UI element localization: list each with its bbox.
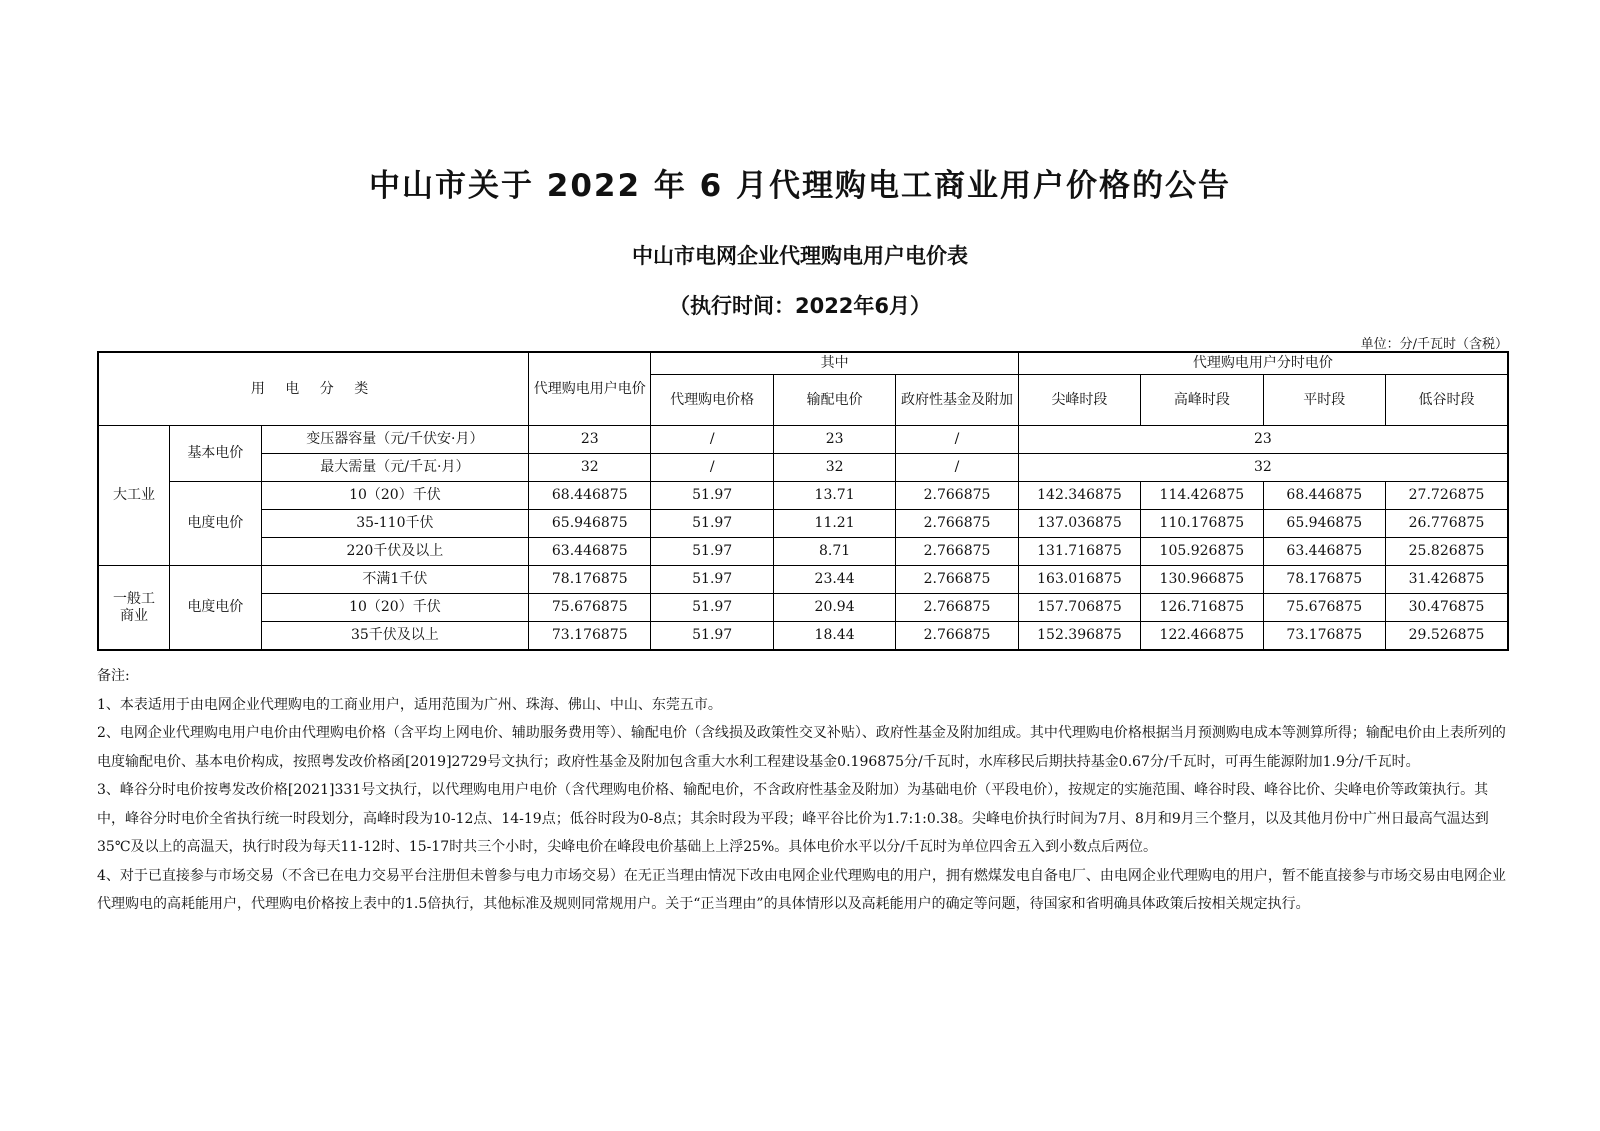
cell: 18.44	[773, 622, 895, 651]
cell: 2.766875	[896, 622, 1018, 651]
cell: 11.21	[773, 510, 895, 538]
row-label: 不满1千伏	[261, 566, 528, 594]
cell: 8.71	[773, 538, 895, 566]
notes-section	[97, 662, 1509, 919]
header-purchase-price: 代理购电价格	[651, 375, 773, 426]
header-gov-fund: 政府性基金及附加	[896, 375, 1018, 426]
execution-time: （执行时间：2022年6月）	[668, 294, 932, 318]
cell: 13.71	[773, 482, 895, 510]
cell: 63.446875	[529, 538, 651, 566]
cell: 27.726875	[1386, 482, 1509, 510]
cell: 32	[529, 454, 651, 482]
price-table	[97, 351, 1509, 651]
cell: /	[896, 426, 1018, 454]
cell: 25.826875	[1386, 538, 1509, 566]
cell: 152.396875	[1018, 622, 1140, 651]
note-4: 4、对于已直接参与市场交易（不含已在电力交易平台注册但未曾参与电力市场交易）在无正当理由情况下改由电网企业代理购电的用户，拥有燃煤发电自备电厂、由电网企业代理购电的用户，暂不能直接参与市场交易由电网企业代理购电的高耗能用户，代理购电价格按上表中的1.5倍执行，其他标准及规则同常规用户。关于“正当理由”的具体情形以及高耗能用户的确定等问题，待国家和省明确具体政策后按相关规定执行。	[97, 867, 1506, 912]
cell: 65.946875	[529, 510, 651, 538]
subgroup-energy-price-general: 电度电价	[169, 566, 261, 651]
table-row	[98, 594, 1508, 622]
cell: 75.676875	[1263, 594, 1385, 622]
cell: 78.176875	[529, 566, 651, 594]
cell: 26.776875	[1386, 510, 1509, 538]
cell: 75.676875	[529, 594, 651, 622]
row-label: 10（20）千伏	[261, 482, 528, 510]
header-agent-price: 代理购电用户电价	[529, 352, 651, 426]
cell: 68.446875	[1263, 482, 1385, 510]
cell: 51.97	[651, 622, 773, 651]
cell: 30.476875	[1386, 594, 1509, 622]
group-large-industry: 大工业	[98, 426, 169, 566]
table-row	[98, 482, 1508, 510]
cell: 142.346875	[1018, 482, 1140, 510]
cell: 163.016875	[1018, 566, 1140, 594]
cell: 2.766875	[896, 510, 1018, 538]
cell: 31.426875	[1386, 566, 1509, 594]
header-peak-high: 高峰时段	[1141, 375, 1263, 426]
group-general-commercial	[98, 566, 169, 651]
unit-label: 单位：分/千瓦时（含税）	[1360, 337, 1508, 352]
cell: 23	[529, 426, 651, 454]
cell: 105.926875	[1141, 538, 1263, 566]
row-label: 35千伏及以上	[261, 622, 528, 651]
row-label: 35-110千伏	[261, 510, 528, 538]
cell: 73.176875	[1263, 622, 1385, 651]
note-3: 3、峰谷分时电价按粤发改价格[2021]331号文执行，以代理购电用户电价（含代理购电价格、输配电价，不含政府性基金及附加）为基础电价（平段电价），按规定的实施范围、峰谷时段、峰谷比价、尖峰电价等政策执行。其中，峰谷分时电价全省执行统一时段划分，高峰时段为10-12点、14-19点；低谷时段为0-8点；其余时段为平段；峰平谷比价为1.7:1:0.38。尖峰电价执行时间为7月、8月和9月三个整月，以及其他月份中广州日最高气温达到35℃及以上的高温天，执行时段为每天11-12时、15-17时共三个小时，尖峰电价在峰段电价基础上上浮25%。具体电价水平以分/千瓦时为单位四舍五入到小数点后两位。	[97, 782, 1489, 855]
cell: 51.97	[651, 566, 773, 594]
notes-heading: 备注:	[97, 668, 130, 684]
subgroup-energy-price: 电度电价	[169, 482, 261, 566]
cell: 51.97	[651, 482, 773, 510]
table-row	[98, 622, 1508, 651]
cell: 2.766875	[896, 538, 1018, 566]
header-peak-sharp: 尖峰时段	[1018, 375, 1140, 426]
cell: 126.716875	[1141, 594, 1263, 622]
row-label: 最大需量（元/千瓦·月）	[261, 454, 528, 482]
header-row-1	[98, 352, 1508, 375]
cell: 130.966875	[1141, 566, 1263, 594]
cell: 23	[773, 426, 895, 454]
cell: 78.176875	[1263, 566, 1385, 594]
cell: 122.466875	[1141, 622, 1263, 651]
table-title: 中山市电网企业代理购电用户电价表	[632, 244, 968, 268]
note-1: 1、本表适用于由电网企业代理购电的工商业用户，适用范围为广州、珠海、佛山、中山、东莞五市。	[97, 696, 722, 713]
header-category: 用 电 分 类	[98, 352, 529, 426]
cell: 32	[1018, 454, 1508, 482]
cell: 2.766875	[896, 482, 1018, 510]
header-flat: 平时段	[1263, 375, 1385, 426]
cell: 68.446875	[529, 482, 651, 510]
table-row	[98, 566, 1508, 594]
subgroup-basic-price: 基本电价	[169, 426, 261, 482]
cell: 51.97	[651, 510, 773, 538]
table-row	[98, 510, 1508, 538]
cell: 2.766875	[896, 566, 1018, 594]
cell: /	[651, 454, 773, 482]
header-valley: 低谷时段	[1386, 375, 1509, 426]
cell: 20.94	[773, 594, 895, 622]
cell: 32	[773, 454, 895, 482]
cell: 23	[1018, 426, 1508, 454]
row-label: 220千伏及以上	[261, 538, 528, 566]
cell: 114.426875	[1141, 482, 1263, 510]
cell: 51.97	[651, 594, 773, 622]
cell: /	[651, 426, 773, 454]
table-row	[98, 454, 1508, 482]
header-of-which: 其中	[651, 352, 1018, 375]
page-title: 中山市关于 2022 年 6 月代理购电工商业用户价格的公告	[368, 168, 1232, 204]
group-general-label: 一般工商业	[112, 590, 155, 624]
cell: 131.716875	[1018, 538, 1140, 566]
cell: 51.97	[651, 538, 773, 566]
table-row	[98, 538, 1508, 566]
cell: 2.766875	[896, 594, 1018, 622]
cell: 23.44	[773, 566, 895, 594]
cell: 63.446875	[1263, 538, 1385, 566]
note-2: 2、电网企业代理购电用户电价由代理购电价格（含平均上网电价、辅助服务费用等）、输配电价（含线损及政策性交叉补贴）、政府性基金及附加组成。其中代理购电价格根据当月预测购电成本等测算所得；输配电价由上表所列的电度输配电价、基本电价构成，按照粤发改价格函[2019]2729号文执行；政府性基金及附加包含重大水利工程建设基金0.196875分/千瓦时，水库移民后期扶持基金0.67分/千瓦时，可再生能源附加1.9分/千瓦时。	[97, 725, 1506, 770]
cell: 110.176875	[1141, 510, 1263, 538]
cell: 73.176875	[529, 622, 651, 651]
row-label: 变压器容量（元/千伏安·月）	[261, 426, 528, 454]
row-label: 10（20）千伏	[261, 594, 528, 622]
cell: 65.946875	[1263, 510, 1385, 538]
cell: 29.526875	[1386, 622, 1509, 651]
header-tou-group: 代理购电用户分时电价	[1018, 352, 1508, 375]
cell: /	[896, 454, 1018, 482]
cell: 137.036875	[1018, 510, 1140, 538]
cell: 157.706875	[1018, 594, 1140, 622]
table-row	[98, 426, 1508, 454]
header-transmission: 输配电价	[773, 375, 895, 426]
